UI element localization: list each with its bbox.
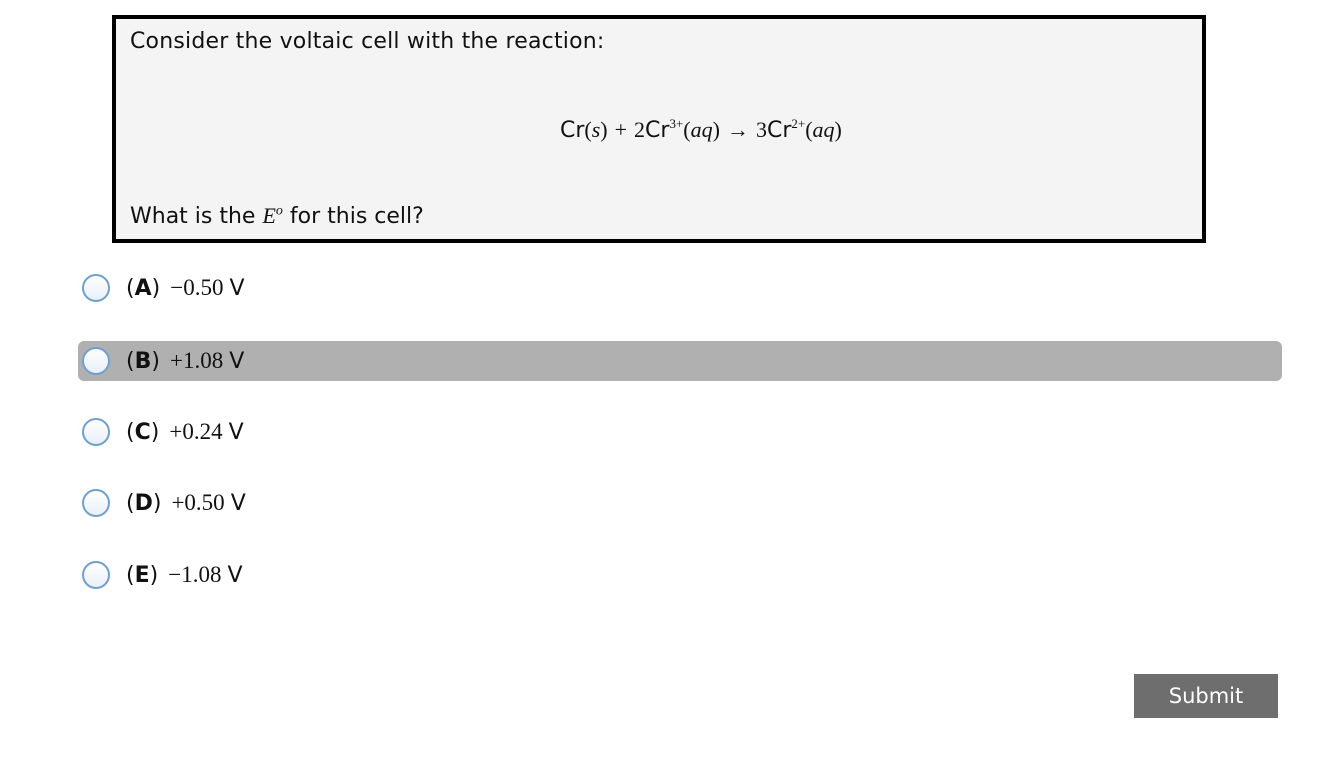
eq-reactant2-state: aq (690, 117, 713, 142)
choice-label: ( A ) −0.50 V (126, 275, 245, 301)
choice-d[interactable] (78, 483, 1282, 523)
eq-coef2: 2 (634, 117, 646, 142)
choice-value: −0.50 (170, 275, 224, 300)
choice-letter: A (134, 276, 152, 301)
choice-unit: V (230, 491, 246, 516)
choice-unit: V (229, 349, 245, 374)
choice-letter: E (134, 563, 150, 588)
eq-product-state: aq (812, 117, 835, 142)
eq-product: Cr (766, 118, 792, 143)
eq-coef3: 3 (755, 117, 767, 142)
prompt-after: for this cell? (282, 204, 424, 229)
reaction-equation: $Cr(s) + 2Cr^{3+}(aq) \to 3Cr^{2+}(aq)$ (560, 116, 842, 143)
choice-letter: D (134, 491, 153, 516)
eq-reactant1-state: s (591, 117, 601, 142)
choice-label: ( E ) −1.08 V (126, 562, 243, 588)
eq-reactant1: Cr (560, 118, 585, 143)
eq-reactant2-charge: 3+ (669, 116, 684, 131)
choice-e[interactable] (78, 555, 1282, 595)
choice-unit: V (229, 276, 245, 301)
choice-letter: B (134, 349, 152, 374)
eq-product-charge: 2+ (791, 116, 806, 131)
prompt-symbol: E (262, 203, 276, 228)
choice-value: +0.50 (171, 490, 225, 515)
radio-icon[interactable] (82, 347, 110, 375)
choice-c[interactable] (78, 412, 1282, 452)
choice-unit: V (227, 563, 243, 588)
submit-button[interactable]: Submit (1134, 674, 1278, 718)
choice-label: ( C ) +0.24 V (126, 419, 244, 445)
question-intro: Consider the voltaic cell with the reaction: (130, 29, 605, 54)
choice-label: ( B ) +1.08 V (126, 348, 245, 374)
radio-icon[interactable] (82, 418, 110, 446)
eq-reactant2: Cr (645, 118, 670, 143)
choice-value: +1.08 (169, 348, 224, 373)
question-prompt (130, 203, 424, 229)
question-box (112, 15, 1206, 243)
eq-plus: + (614, 117, 628, 142)
prompt-before: What is the (130, 204, 263, 229)
choice-letter: C (134, 420, 151, 445)
choice-value: −1.08 (168, 562, 222, 587)
choice-a[interactable] (78, 268, 1282, 308)
choice-value: +0.24 (169, 419, 223, 444)
prompt-superscript: o (275, 203, 283, 219)
eq-arrow: → (726, 117, 749, 142)
radio-icon[interactable] (82, 274, 110, 302)
choice-b[interactable] (78, 341, 1282, 381)
choice-label: ( D ) +0.50 V (126, 490, 246, 516)
choice-unit: V (228, 420, 244, 445)
radio-icon[interactable] (82, 561, 110, 589)
radio-icon[interactable] (82, 489, 110, 517)
